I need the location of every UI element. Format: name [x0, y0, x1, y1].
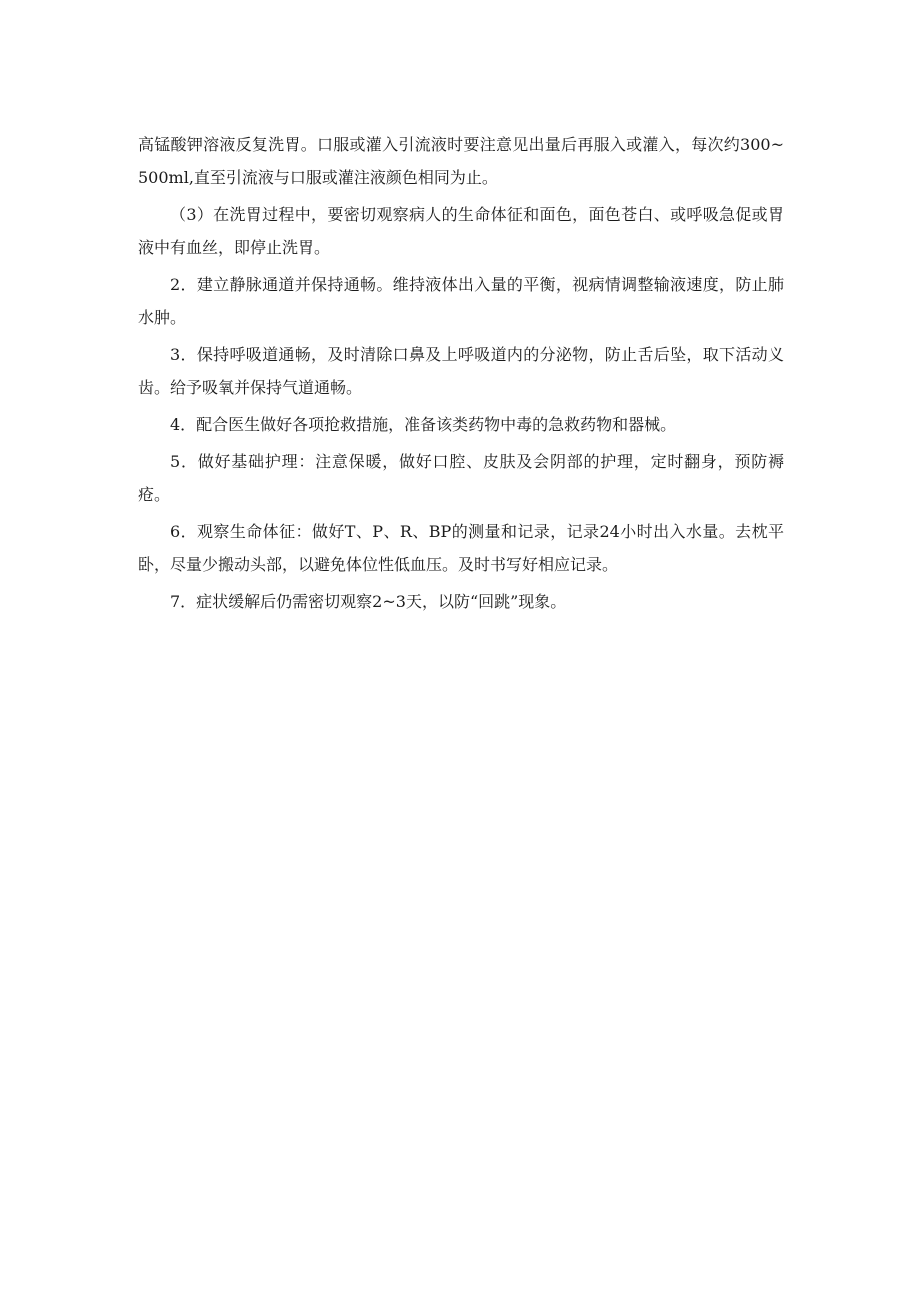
paragraph-basic-care: 5．做好基础护理：注意保暖，做好口腔、皮肤及会阴部的护理，定时翻身，预防褥疮。 [138, 452, 784, 504]
paragraph-rescue-measures: 4．配合医生做好各项抢救措施，准备该类药物中毒的急救药物和器械。 [170, 415, 677, 434]
paragraph-lavage-observation: （3）在洗胃过程中，要密切观察病人的生命体征和面色，面色苍白、或呼吸急促或胃液中有血丝，即停止洗胃。 [138, 205, 784, 257]
paragraph-airway: 3．保持呼吸道通畅，及时清除口鼻及上呼吸道内的分泌物，防止舌后坠，取下活动义齿。给予吸氧并保持气道通畅。 [138, 345, 784, 397]
paragraph-follow-up-observation: 7．症状缓解后仍需密切观察2~3天，以防“回跳”现象。 [170, 592, 567, 611]
document-body [138, 128, 784, 622]
paragraph-gastric-lavage-continued: 高锰酸钾溶液反复洗胃。口服或灌入引流液时要注意见出量后再服入或灌入，每次约300~500ml,直至引流液与口服或灌注液颜色相同为止。 [138, 135, 784, 187]
paragraph-vital-signs: 6．观察生命体征：做好T、P、R、BP的测量和记录，记录24小时出入水量。去枕平卧，尽量少搬动头部，以避免体位性低血压。及时书写好相应记录。 [138, 522, 784, 574]
paragraph-iv-access: 2．建立静脉通道并保持通畅。维持液体出入量的平衡，视病情调整输液速度，防止肺水肿。 [138, 275, 784, 327]
